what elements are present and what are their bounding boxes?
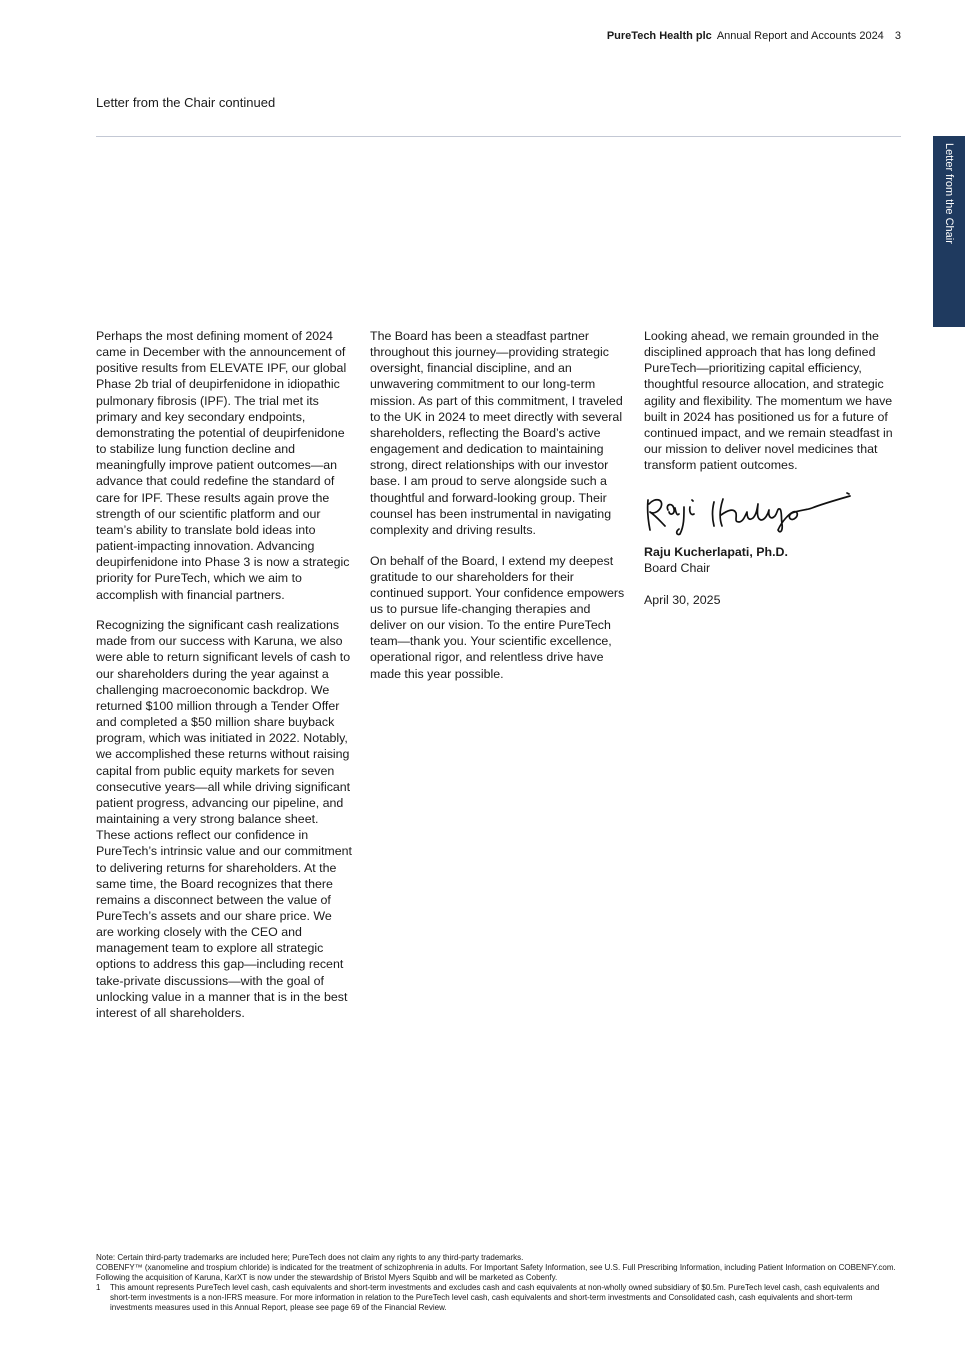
paragraph: Looking ahead, we remain grounded in the disciplined approach that has long defined PureTech—prioritizing capital efficiency, thoughtful resource allocation, and strategic agility and flexibility. The momentum we have built in 2024 has positioned us for a future of continued impact, and we remain steadfast in our mission to deliver novel medicines that transform patient outcomes. <box>644 329 893 473</box>
text-column-2 <box>370 328 626 696</box>
cobenfy-note: COBENFY™ (xanomeline and trospium chloride) is indicated for the treatment of schizophrenia in adults. For Important Safety Information, see U.S. Full Prescribing Information, including Patient Information on COBENFY.com. Following the acquisition of Karuna, KarXT is now under the stewardship of Bristol Myers Squibb and will be marketed as Cobenfy. <box>96 1263 896 1282</box>
footnote-text: This amount represents PureTech level cash, cash equivalents and short-term investments and excludes cash and cash equivalents at non-wholly owned subsidiary of $0.5m. PureTech level cash, cash equivalents and short-term investments is a non-IFRS measure. For more information in relation to the PureTech level cash, cash equivalents and short-term investments and Consolidated cash, cash equivalents and short-term investments measures used in this Annual Report, please see page 69 of the Financial Review. <box>110 1283 880 1312</box>
paragraph: Recognizing the significant cash realizations made from our success with Karuna, we also were able to return significant levels of cash to our shareholders during the year against a challenging macroeconomic backdrop. We returned $100 million through a Tender Offer and completed a $50 million share buyback program, which was initiated in 2022. Notably, we accomplished these returns without raising capital from public equity markets for seven consecutive years—all while driving significant patient progress, advancing our pipeline, and maintaining a very strong balance sheet. These actions reflect our confidence in PureTech’s intrinsic value and our commitment to delivering returns for shareholders. At the same time, the Board recognizes that there remains a disconnect between the value of PureTech’s assets and our share price. We are working closely with the CEO and management team to explore all strategic options to address this gap—including recent take-private discussions—with the goal of unlocking value in a manner that is in the best interest of all shareholders. <box>96 618 352 1020</box>
paragraph: Perhaps the most defining moment of 2024 came in December with the announcement of positive results from ELEVATE IPF, our global Phase 2b trial of deupirfenidone in idiopathic pulmonary fibrosis (IPF). The trial met its primary and key secondary endpoints, demonstrating the potential of deupirfenidone to stabilize lung function decline and meaningfully improve patient outcomes—an advance that could redefine the standard of care for IPF. These results again prove the strength of our scientific platform and our team’s ability to translate bold ideas into patient-impacting innovation. Advancing deupirfenidone into Phase 3 is now a strategic priority for PureTech, which we aim to accomplish with financial partners. <box>96 329 350 602</box>
signer-name: Raju Kucherlapati, Ph.D. <box>644 544 788 559</box>
footnotes <box>96 1253 896 1313</box>
text-column-1 <box>96 328 352 1036</box>
company-name: PureTech Health plc <box>606 30 712 42</box>
paragraph: The Board has been a steadfast partner throughout this journey—providing strategic oversight, financial discipline, and an unwavering commitment to our long-term mission. As part of this commitment, I traveled to the UK in 2024 to meet directly with several shareholders, reflecting the Board’s active engagement and dedication to maintaining strong, direct relationships with our investor base. I am proud to serve alongside such a thoughtful and forward-looking group. Their counsel has been instrumental in navigating complexity and driving results. <box>370 329 623 537</box>
section-title: Letter from the Chair continued <box>96 95 276 110</box>
page-header <box>607 30 901 42</box>
side-tab[interactable] <box>933 136 965 327</box>
letter-date: April 30, 2025 <box>644 593 721 608</box>
trademark-note: Note: Certain third-party trademarks are included here; PureTech does not claim any rights to any third-party trademarks. <box>96 1253 524 1262</box>
header-divider <box>96 136 901 137</box>
signer-title: Board Chair <box>644 561 711 576</box>
text-column-3 <box>644 328 900 608</box>
footnote-number: 1 <box>96 1283 101 1292</box>
report-title: Annual Report and Accounts 2024 <box>716 30 884 42</box>
page-number: 3 <box>894 30 901 42</box>
signature-image <box>644 488 854 538</box>
paragraph: On behalf of the Board, I extend my deepest gratitude to our shareholders for their continued support. Your confidence empowers us to pursue life-changing therapies and deliver on our vision. To the entire PureTech team—thank you. Your scientific excellence, operational rigor, and relentless drive have made this year possible. <box>370 553 625 681</box>
side-tab-label: Letter from the Chair <box>943 143 955 244</box>
footnote-1 <box>96 1283 896 1313</box>
